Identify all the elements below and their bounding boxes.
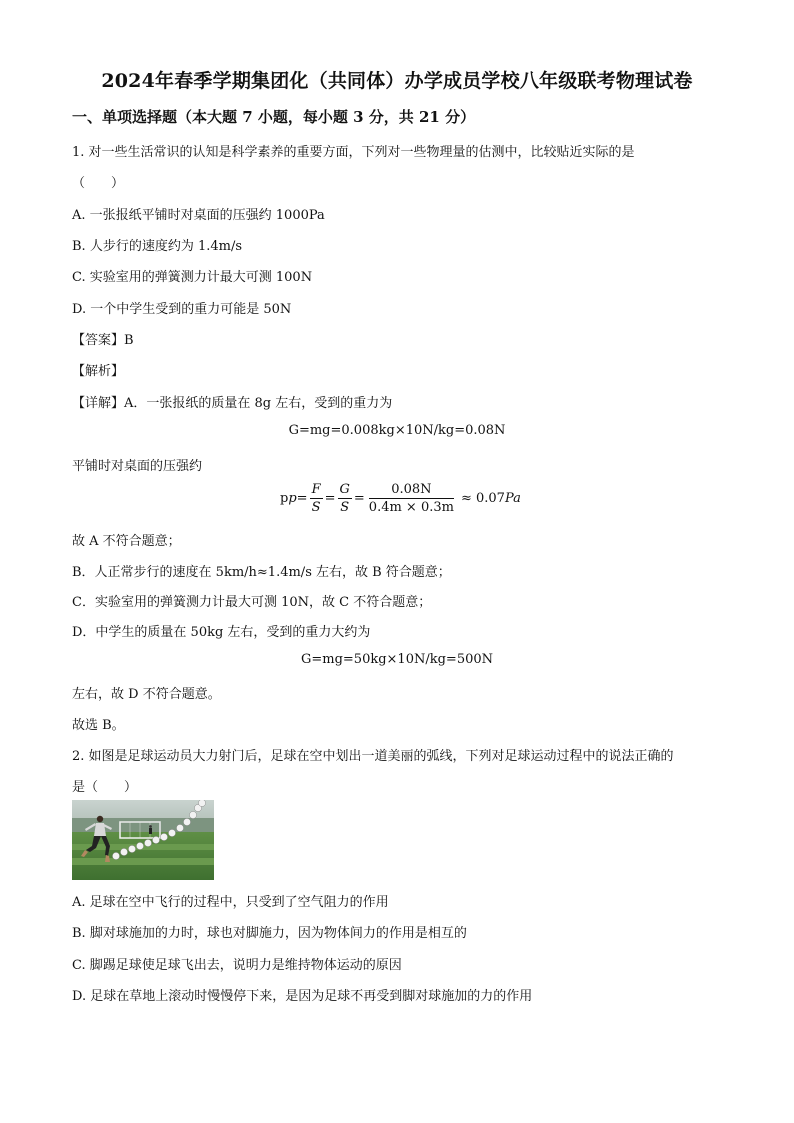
fraction-g-over-s: $\frac{G}{S}$ bbox=[339, 481, 350, 515]
q1-answer: 【答案】B bbox=[72, 333, 134, 348]
q1-detail-d: D．中学生的质量在 50kg 左右，受到的重力大约为 bbox=[72, 625, 371, 640]
q2-stem-line2: 是（ ） bbox=[72, 780, 138, 795]
q1-stem: 1. 对一些生活常识的认知是科学素养的重要方面，下列对一些物理量的估测中，比较贴近实际的是 bbox=[72, 145, 635, 160]
exam-title: 2024年春季学期集团化（共同体）办学成员学校八年级联考物理试卷 bbox=[101, 70, 693, 92]
q2-option-d: D. 足球在草地上滚动时慢慢停下来，是因为足球不再受到脚对球施加的力的作用 bbox=[72, 989, 533, 1004]
formula-approx: ≈ 0.07 bbox=[460, 490, 505, 506]
section-heading: 一、单项选择题（本大题 7 小题，每小题 3 分，共 21 分） bbox=[72, 108, 476, 126]
q1-option-d: D. 一个中学生受到的重力可能是 50N bbox=[72, 302, 292, 317]
formula-eq-3: = bbox=[353, 490, 365, 506]
formula-weight-paper: G=mg=0.008kg×10N/kg=0.08N bbox=[288, 423, 506, 438]
q1-detail-c: C．实验室用的弹簧测力计最大可测 10N，故 C 不符合题意； bbox=[72, 595, 432, 610]
q1-pressure-label: 平铺时对桌面的压强约 bbox=[72, 459, 203, 474]
q2-option-c: C. 脚踢足球使足球飞出去，说明力是维持物体运动的原因 bbox=[72, 958, 402, 973]
formula-eq-2: = bbox=[324, 490, 336, 506]
q1-conclusion-a: 故 A 不符合题意； bbox=[72, 534, 181, 549]
formula-pressure bbox=[280, 478, 521, 518]
q1-option-a: A. 一张报纸平铺时对桌面的压强约 1000Pa bbox=[72, 208, 325, 223]
q1-answer-bracket: （ ） bbox=[72, 176, 125, 191]
q2-option-b: B. 脚对球施加的力时，球也对脚施力，因为物体间力的作用是相互的 bbox=[72, 926, 467, 941]
q1-option-b: B. 人步行的速度约为 1.4m/s bbox=[72, 239, 243, 254]
formula-weight-student: G=mg=50kg×10N/kg=500N bbox=[300, 652, 494, 667]
q2-option-a: A. 足球在空中飞行的过程中，只受到了空气阻力的作用 bbox=[72, 895, 389, 910]
q1-detail-b: B．人正常步行的速度在 5km/h≈1.4m/s 左右，故 B 符合题意； bbox=[72, 565, 451, 580]
q1-detail-a: 【详解】A．一张报纸的质量在 8g 左右，受到的重力为 bbox=[72, 396, 393, 411]
soccer-kick-photo bbox=[72, 800, 214, 880]
q2-stem-line1: 2. 如图是足球运动员大力射门后，足球在空中划出一道美丽的弧线，下列对足球运动过程中的说法正确的 bbox=[72, 749, 674, 764]
fraction-values: $\frac{0.08N}{0.4m \times 0.3m}$ bbox=[368, 481, 454, 515]
formula-prefix: p bbox=[280, 490, 289, 506]
q1-conclusion-d: 左右，故 D 不符合题意。 bbox=[72, 687, 221, 702]
q1-choose: 故选 B。 bbox=[72, 718, 125, 733]
q1-analysis-label: 【解析】 bbox=[72, 364, 125, 379]
q1-option-c: C. 实验室用的弹簧测力计最大可测 100N bbox=[72, 270, 313, 285]
formula-unit: Pa bbox=[504, 490, 521, 506]
formula-p: p bbox=[288, 490, 297, 506]
fraction-f-over-s: $\frac{F}{S}$ bbox=[311, 481, 321, 515]
formula-eq-1: = bbox=[296, 490, 308, 506]
